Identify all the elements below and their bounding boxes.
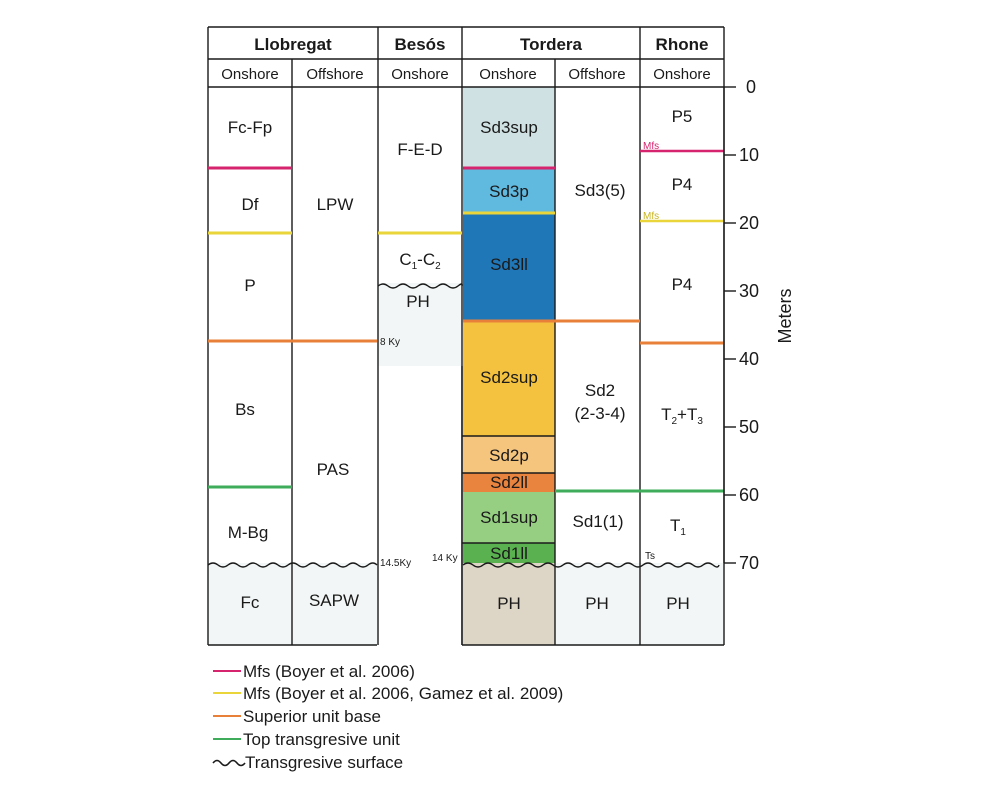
header-llobregat: Llobregat <box>254 35 332 54</box>
unit-label: P5 <box>671 107 693 126</box>
unit-label: P4 <box>671 175 693 194</box>
unit-label: PH <box>406 292 430 311</box>
header-rhone: Rhone <box>655 35 709 54</box>
unit-label: Sd2ll <box>490 473 528 492</box>
unit-label: Sd1ll <box>490 544 528 563</box>
axis-tick-label: 30 <box>739 281 760 301</box>
subheader-llobregat-offshore: Offshore <box>306 66 364 83</box>
header-tordera: Tordera <box>519 35 583 54</box>
unit-label: Fc-Fp <box>227 118 273 137</box>
axis-title: Meters <box>775 288 795 344</box>
unit-label: PH <box>497 594 521 613</box>
unit-label-c1c2: $C_1-C_2$ <box>399 250 441 272</box>
unit-label: Sd2sup <box>480 368 538 387</box>
legend-label: Top transgresive unit <box>243 730 400 749</box>
unit-label: Sd3ll <box>490 255 528 274</box>
unit-label: F-E-D <box>397 140 443 159</box>
unit-label: Fc <box>240 593 260 612</box>
unit-label: Bs <box>235 400 255 419</box>
ts-label: Ts <box>645 551 655 562</box>
legend <box>213 662 563 772</box>
subheader-tordera-offshore: Offshore <box>568 66 626 83</box>
axis-tick-label: 40 <box>739 349 760 369</box>
unit-label: Sd3p <box>489 182 529 201</box>
unit-label: P4 <box>671 275 693 294</box>
age-label-8ky: 8 Ky <box>380 337 401 348</box>
legend-symbol-wavy <box>213 761 245 766</box>
unit-label-t1: $T_1$ <box>670 516 686 538</box>
unit-label: LPW <box>316 195 354 214</box>
unit-label: Sd1sup <box>480 508 538 527</box>
header-besos: Besós <box>394 35 446 54</box>
age-label-14ky: 14 Ky <box>432 553 458 564</box>
axis-tick-label: 70 <box>739 553 760 573</box>
axis-tick-label: 20 <box>739 213 760 233</box>
unit-label: P <box>244 276 256 295</box>
unit-label: PH <box>666 594 690 613</box>
subheader-besos-onshore: Onshore <box>391 66 449 83</box>
legend-label: Mfs (Boyer et al. 2006, Gamez et al. 2009) <box>243 684 564 703</box>
unit-label: Sd3sup <box>480 118 538 137</box>
legend-label: Transgresive surface <box>245 753 404 772</box>
subheader-tordera-onshore: Onshore <box>479 66 537 83</box>
axis-tick-label: 50 <box>739 417 760 437</box>
axis-tick-label: 10 <box>739 145 760 165</box>
subheader-llobregat-onshore: Onshore <box>221 66 279 83</box>
unit-label: Df <box>241 195 259 214</box>
legend-label: Superior unit base <box>243 707 381 726</box>
depth-axis <box>724 77 795 573</box>
age-label-14-5ky: 14.5Ky <box>380 558 412 569</box>
subheader-rhone-onshore: Onshore <box>653 66 711 83</box>
mfs-label-magenta: Mfs <box>643 141 660 152</box>
axis-tick-label: 60 <box>739 485 760 505</box>
legend-label: Mfs (Boyer et al. 2006) <box>243 662 415 681</box>
unit-label: SAPW <box>308 591 360 610</box>
unit-label: PH <box>585 594 609 613</box>
unit-label: Sd3(5) <box>574 181 626 200</box>
unit-label: (2-3-4) <box>574 404 626 423</box>
mfs-label-yellow: Mfs <box>643 211 660 222</box>
unit-label: Sd1(1) <box>572 512 624 531</box>
unit-label-t2t3: $T_2+T_3$ <box>661 405 703 427</box>
unit-label: Sd2p <box>489 446 529 465</box>
unit-label: M-Bg <box>227 523 269 542</box>
unit-label: Sd2 <box>584 381 616 400</box>
axis-tick-label: 0 <box>746 77 757 97</box>
unit-label: PAS <box>316 460 350 479</box>
